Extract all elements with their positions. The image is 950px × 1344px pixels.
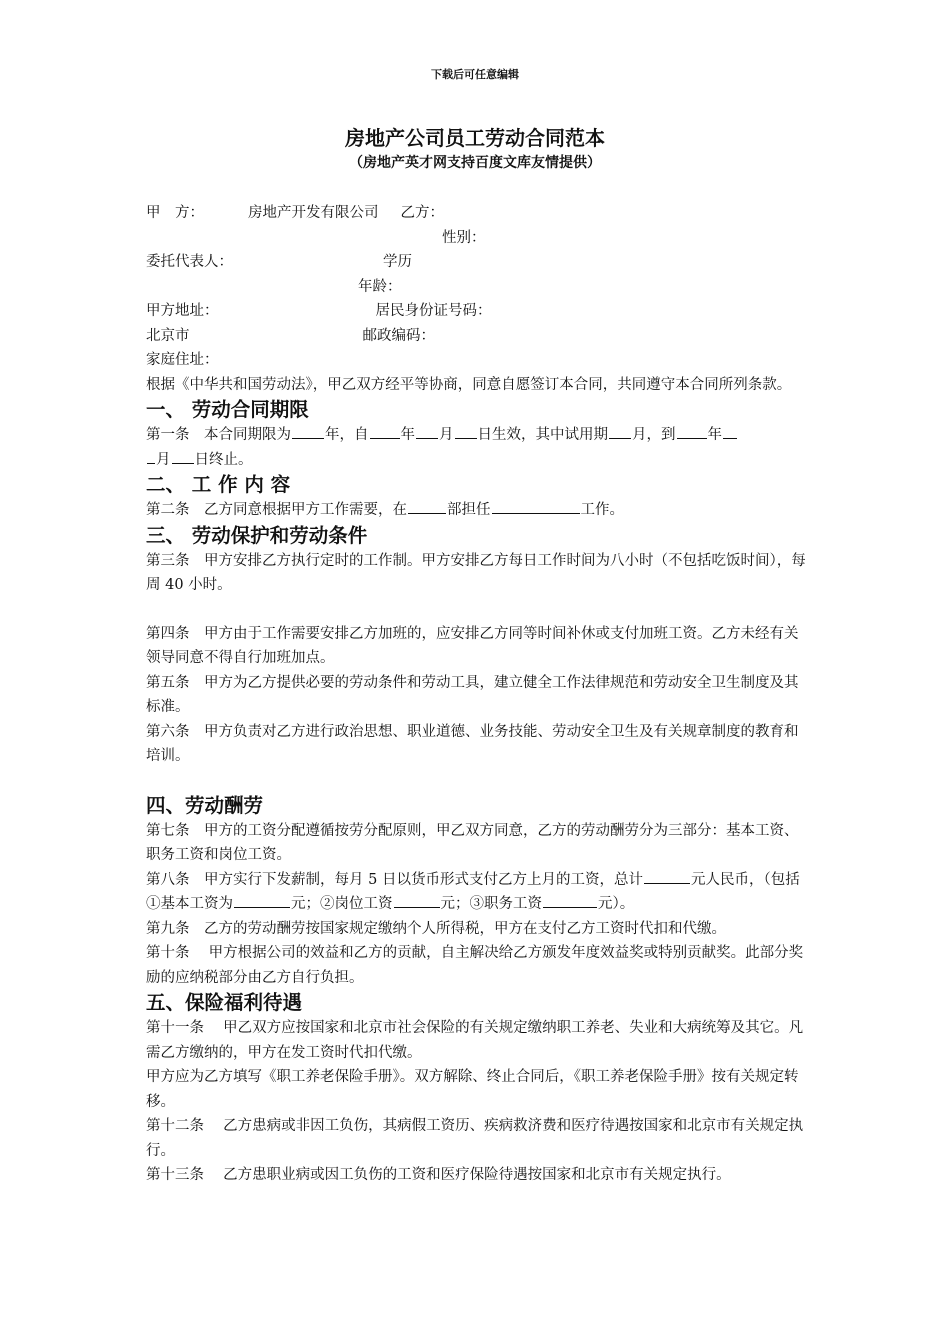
contract-body bbox=[146, 201, 812, 1188]
clause-1-text-f: 月，到 bbox=[632, 427, 676, 443]
section-heading-2: 二、 工 作 内 容 bbox=[146, 473, 291, 496]
party-a-name: 房地产开发有限公司 bbox=[248, 205, 379, 221]
party-line-5 bbox=[146, 299, 812, 324]
home-address-label: 家庭住址： bbox=[146, 352, 219, 368]
blank-end-month-a bbox=[723, 424, 737, 439]
representative-label: 委托代表人： bbox=[146, 254, 233, 270]
section-heading-5: 五、保险福利待遇 bbox=[146, 991, 303, 1014]
postcode-label: 邮政编码： bbox=[362, 327, 435, 344]
age-label: 年龄： bbox=[358, 278, 402, 295]
clause-11-b: 甲方应为乙方填写《职工养老保险手册》。双方解除、终止合同后，《职工养老保险手册》按有关规定转移。 bbox=[146, 1069, 799, 1110]
header-note: 下载后可任意编辑 bbox=[431, 68, 519, 81]
blank-position bbox=[492, 499, 580, 514]
party-line-3 bbox=[146, 250, 812, 275]
clause-6: 第六条 甲方负责对乙方进行政治思想、职业道德、业务技能、劳动安全卫生及有关规章制度的教育和培训。 bbox=[146, 723, 799, 764]
address-label: 甲方地址： bbox=[146, 303, 219, 319]
clause-9: 第九条 乙方的劳动酬劳按国家规定缴纳个人所得税，甲方在支付乙方工资时代扣和代缴。 bbox=[146, 920, 726, 937]
clause-3: 第三条 甲方安排乙方执行定时的工作制。甲方安排乙方每日工作时间为八小时（不包括吃饭时间），每周 40 小时。 bbox=[146, 552, 806, 593]
clause-8-text-e: 元）。 bbox=[598, 896, 635, 912]
clause-8-text-c: 元；②岗位工资 bbox=[291, 896, 393, 912]
clause-1-text-a: 第一条 本合同期限为 bbox=[146, 427, 291, 443]
intro-paragraph: 根据《中华共和国劳动法》，甲乙双方经平等协商，同意自愿签订本合同，共同遵守本合同所列条款。 bbox=[146, 376, 792, 393]
clause-1-text-e: 日生效，其中试用期 bbox=[477, 427, 608, 443]
party-a-label: 甲 方： bbox=[146, 205, 204, 221]
party-line-4 bbox=[146, 275, 812, 300]
gender-label: 性别： bbox=[442, 229, 486, 246]
clause-1-text-d: 月 bbox=[439, 427, 454, 443]
clause-10: 第十条 甲方根据公司的效益和乙方的贡献，自主解决给乙方颁发年度效益奖或特别贡献奖。此部分奖励的应纳税部分由乙方自行负担。 bbox=[146, 945, 804, 986]
education-label: 学历 bbox=[383, 254, 412, 270]
blank-years bbox=[292, 424, 324, 439]
clause-2-text-c: 工作。 bbox=[580, 502, 624, 518]
blank-end-day bbox=[172, 449, 194, 464]
clause-8-text-b: 元人民币，（包括①基本工资为 bbox=[146, 871, 800, 912]
blank-start-month bbox=[416, 424, 438, 439]
clause-1-text-i: 日终止。 bbox=[194, 451, 253, 468]
clause-5: 第五条 甲方为乙方提供必要的劳动条件和劳动工具，建立健全工作法律规范和劳动安全卫生制度及其标准。 bbox=[146, 674, 799, 715]
clause-2-text-b: 部担任 bbox=[447, 502, 491, 518]
clause-1-text-c: 年 bbox=[400, 427, 415, 443]
section-heading-3: 三、 劳动保护和劳动条件 bbox=[146, 523, 368, 547]
section-heading-4: 四、劳动酬劳 bbox=[146, 793, 264, 817]
blank-base-salary bbox=[234, 893, 290, 908]
blank-end-year bbox=[677, 424, 707, 439]
party-line-1 bbox=[146, 201, 812, 226]
clause-4: 第四条 甲方由于工作需要安排乙方加班的，应安排乙方同等时间补休或支付加班工资。乙方未经有关领导同意不得自行加班加点。 bbox=[146, 625, 799, 666]
clause-1-text-g: 年 bbox=[707, 427, 722, 443]
clause-8-text-a: 第八条 甲方实行下发薪制，每月 5 日以货币形式支付乙方上月的工资，总计 bbox=[146, 871, 643, 888]
blank-start-day bbox=[455, 424, 477, 439]
clause-2-text-a: 第二条 乙方同意根据甲方工作需要，在 bbox=[146, 502, 407, 518]
party-line-2 bbox=[146, 226, 812, 251]
party-b-label: 乙方： bbox=[400, 205, 444, 221]
clause-1 bbox=[146, 423, 812, 472]
clause-1-text-h: 月 bbox=[156, 451, 171, 468]
clause-1-text-b: 年，自 bbox=[325, 427, 369, 443]
clause-7: 第七条 甲方的工资分配遵循按劳分配原则，甲乙双方同意，乙方的劳动酬劳分为三部分：基本工资、职务工资和岗位工资。 bbox=[146, 822, 799, 863]
clause-11: 第十一条 甲乙双方应按国家和北京市社会保险的有关规定缴纳职工养老、失业和大病统筹及其它。凡需乙方缴纳的，甲方在发工资时代扣代缴。 bbox=[146, 1020, 804, 1061]
section-heading-1: 一、 劳动合同期限 bbox=[146, 398, 309, 421]
blank-department bbox=[408, 499, 446, 514]
party-line-6 bbox=[146, 324, 812, 349]
blank-end-month-b bbox=[147, 449, 155, 464]
document-title: 房地产公司员工劳动合同范本 bbox=[345, 126, 605, 150]
document-subtitle: （房地产英才网支持百度文库友情提供） bbox=[349, 155, 601, 171]
blank-total-salary bbox=[644, 869, 690, 884]
clause-2 bbox=[146, 498, 812, 523]
blank-start-year bbox=[370, 424, 400, 439]
blank-duty-salary bbox=[543, 893, 597, 908]
party-line-7 bbox=[146, 348, 812, 373]
clause-13: 第十三条 乙方患职业病或因工负伤的工资和医疗保险待遇按国家和北京市有关规定执行。 bbox=[146, 1167, 731, 1183]
clause-8 bbox=[146, 868, 812, 917]
id-number-label: 居民身份证号码： bbox=[375, 303, 492, 319]
blank-post-salary bbox=[394, 893, 440, 908]
blank-probation-months bbox=[609, 424, 631, 439]
city-text: 北京市 bbox=[146, 327, 190, 344]
clause-8-text-d: 元；③职务工资 bbox=[440, 896, 542, 912]
clause-12: 第十二条 乙方患病或非因工负伤，其病假工资历、疾病救济费和医疗待遇按国家和北京市有关规定执行。 bbox=[146, 1118, 804, 1159]
